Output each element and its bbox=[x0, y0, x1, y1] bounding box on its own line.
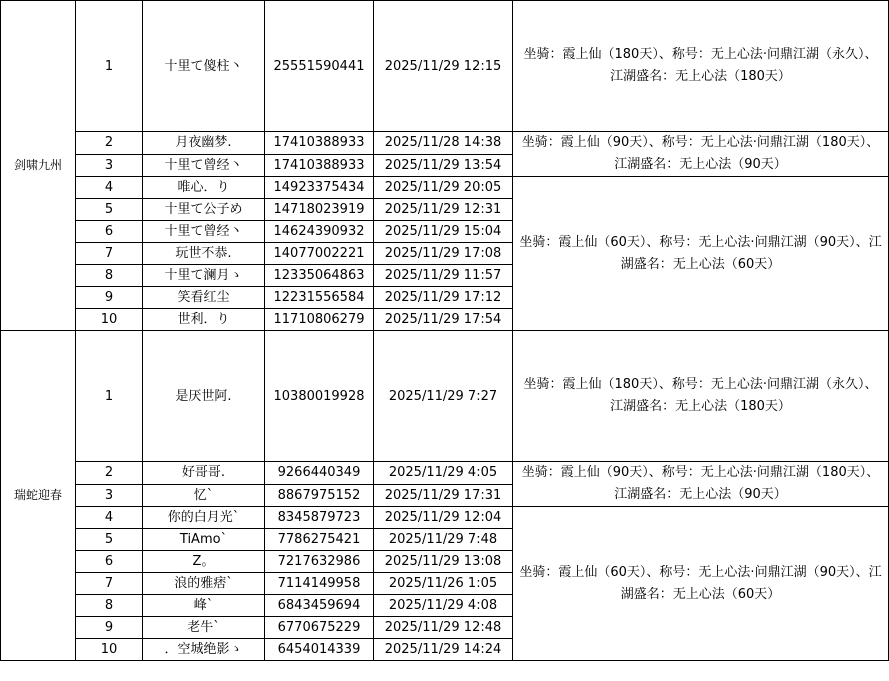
rank-cell: 1 bbox=[76, 331, 143, 462]
power-cell: 17410388933 bbox=[265, 154, 374, 177]
rank-cell: 8 bbox=[76, 265, 143, 287]
table-row bbox=[1, 507, 889, 529]
power-cell: 9266440349 bbox=[265, 462, 374, 485]
time-cell: 2025/11/26 1:05 bbox=[374, 573, 513, 595]
power-cell: 6454014339 bbox=[265, 639, 374, 661]
power-cell: 17410388933 bbox=[265, 132, 374, 155]
player-name-cell: 是厌世阿. bbox=[143, 331, 265, 462]
reward-cell-rank4-10: 坐骑：霞上仙（60天）、称号：无上心法·问鼎江湖（90天）、江湖盛名：无上心法（60天） bbox=[513, 507, 889, 661]
rank-cell: 10 bbox=[76, 639, 143, 661]
table-row bbox=[1, 331, 889, 462]
player-name-cell: 唯心．り bbox=[143, 177, 265, 199]
power-cell: 14718023919 bbox=[265, 199, 374, 221]
player-name-cell: 十里て傻柱丶 bbox=[143, 1, 265, 132]
player-name-cell: ．空城绝影ゝ bbox=[143, 639, 265, 661]
player-name-cell: 你的白月光` bbox=[143, 507, 265, 529]
rank-cell: 2 bbox=[76, 462, 143, 485]
power-cell: 8345879723 bbox=[265, 507, 374, 529]
player-name-cell: 忆` bbox=[143, 484, 265, 507]
reward-cell-rank1: 坐骑：霞上仙（180天）、称号：无上心法·问鼎江湖（永久）、江湖盛名：无上心法（180天） bbox=[513, 331, 889, 462]
power-cell: 14077002221 bbox=[265, 243, 374, 265]
power-cell: 11710806279 bbox=[265, 309, 374, 331]
rank-cell: 1 bbox=[76, 1, 143, 132]
power-cell: 25551590441 bbox=[265, 1, 374, 132]
player-name-cell: 月夜幽梦. bbox=[143, 132, 265, 155]
time-cell: 2025/11/29 15:04 bbox=[374, 221, 513, 243]
rank-cell: 9 bbox=[76, 287, 143, 309]
player-name-cell: 老牛` bbox=[143, 617, 265, 639]
reward-cell-rank2-3: 坐骑：霞上仙（90天）、称号：无上心法·问鼎江湖（180天）、江湖盛名：无上心法（90天） bbox=[513, 462, 889, 507]
server-name: 剑啸九州 bbox=[1, 1, 76, 331]
rank-cell: 5 bbox=[76, 199, 143, 221]
rank-cell: 3 bbox=[76, 484, 143, 507]
player-name-cell: 世利．り bbox=[143, 309, 265, 331]
rank-cell: 9 bbox=[76, 617, 143, 639]
rank-cell: 6 bbox=[76, 221, 143, 243]
table-row bbox=[1, 462, 889, 485]
power-cell: 14923375434 bbox=[265, 177, 374, 199]
time-cell: 2025/11/29 12:31 bbox=[374, 199, 513, 221]
power-cell: 14624390932 bbox=[265, 221, 374, 243]
power-cell: 7217632986 bbox=[265, 551, 374, 573]
power-cell: 12231556584 bbox=[265, 287, 374, 309]
player-name-cell: 十里て曾经丶 bbox=[143, 221, 265, 243]
player-name-cell: TiAmo` bbox=[143, 529, 265, 551]
time-cell: 2025/11/29 11:57 bbox=[374, 265, 513, 287]
rank-cell: 6 bbox=[76, 551, 143, 573]
reward-cell-rank4-10: 坐骑：霞上仙（60天）、称号：无上心法·问鼎江湖（90天）、江湖盛名：无上心法（60天） bbox=[513, 177, 889, 331]
time-cell: 2025/11/29 20:05 bbox=[374, 177, 513, 199]
rank-cell: 7 bbox=[76, 573, 143, 595]
power-cell: 12335064863 bbox=[265, 265, 374, 287]
rank-cell: 2 bbox=[76, 132, 143, 155]
time-cell: 2025/11/29 13:54 bbox=[374, 154, 513, 177]
rank-cell: 10 bbox=[76, 309, 143, 331]
rank-cell: 4 bbox=[76, 177, 143, 199]
reward-cell-rank2-3: 坐骑：霞上仙（90天）、称号：无上心法·问鼎江湖（180天）、江湖盛名：无上心法（90天） bbox=[513, 132, 889, 177]
player-name-cell: 浪的雅痞` bbox=[143, 573, 265, 595]
power-cell: 6770675229 bbox=[265, 617, 374, 639]
player-name-cell: 笑看红尘 bbox=[143, 287, 265, 309]
time-cell: 2025/11/29 17:31 bbox=[374, 484, 513, 507]
rank-cell: 3 bbox=[76, 154, 143, 177]
player-name-cell: 峰` bbox=[143, 595, 265, 617]
time-cell: 2025/11/29 12:15 bbox=[374, 1, 513, 132]
power-cell: 6843459694 bbox=[265, 595, 374, 617]
table-row bbox=[1, 177, 889, 199]
rank-cell: 4 bbox=[76, 507, 143, 529]
table-row bbox=[1, 1, 889, 132]
reward-cell-rank1: 坐骑：霞上仙（180天）、称号：无上心法·问鼎江湖（永久）、江湖盛名：无上心法（180天） bbox=[513, 1, 889, 132]
power-cell: 7786275421 bbox=[265, 529, 374, 551]
time-cell: 2025/11/29 12:48 bbox=[374, 617, 513, 639]
power-cell: 8867975152 bbox=[265, 484, 374, 507]
rank-cell: 5 bbox=[76, 529, 143, 551]
player-name-cell: 十里て曾经丶 bbox=[143, 154, 265, 177]
time-cell: 2025/11/29 4:05 bbox=[374, 462, 513, 485]
time-cell: 2025/11/29 4:08 bbox=[374, 595, 513, 617]
time-cell: 2025/11/29 12:04 bbox=[374, 507, 513, 529]
rank-cell: 8 bbox=[76, 595, 143, 617]
time-cell: 2025/11/29 7:27 bbox=[374, 331, 513, 462]
rank-cell: 7 bbox=[76, 243, 143, 265]
time-cell: 2025/11/29 17:08 bbox=[374, 243, 513, 265]
player-name-cell: Z。 bbox=[143, 551, 265, 573]
table-row bbox=[1, 132, 889, 155]
time-cell: 2025/11/29 13:08 bbox=[374, 551, 513, 573]
time-cell: 2025/11/29 17:12 bbox=[374, 287, 513, 309]
player-name-cell: 十里て公子め bbox=[143, 199, 265, 221]
player-name-cell: 十里て澜月ゝ bbox=[143, 265, 265, 287]
player-name-cell: 好哥哥. bbox=[143, 462, 265, 485]
time-cell: 2025/11/29 17:54 bbox=[374, 309, 513, 331]
power-cell: 7114149958 bbox=[265, 573, 374, 595]
player-name-cell: 玩世不恭. bbox=[143, 243, 265, 265]
time-cell: 2025/11/29 14:24 bbox=[374, 639, 513, 661]
time-cell: 2025/11/28 14:38 bbox=[374, 132, 513, 155]
server-name: 瑞蛇迎春 bbox=[1, 331, 76, 661]
power-cell: 10380019928 bbox=[265, 331, 374, 462]
time-cell: 2025/11/29 7:48 bbox=[374, 529, 513, 551]
